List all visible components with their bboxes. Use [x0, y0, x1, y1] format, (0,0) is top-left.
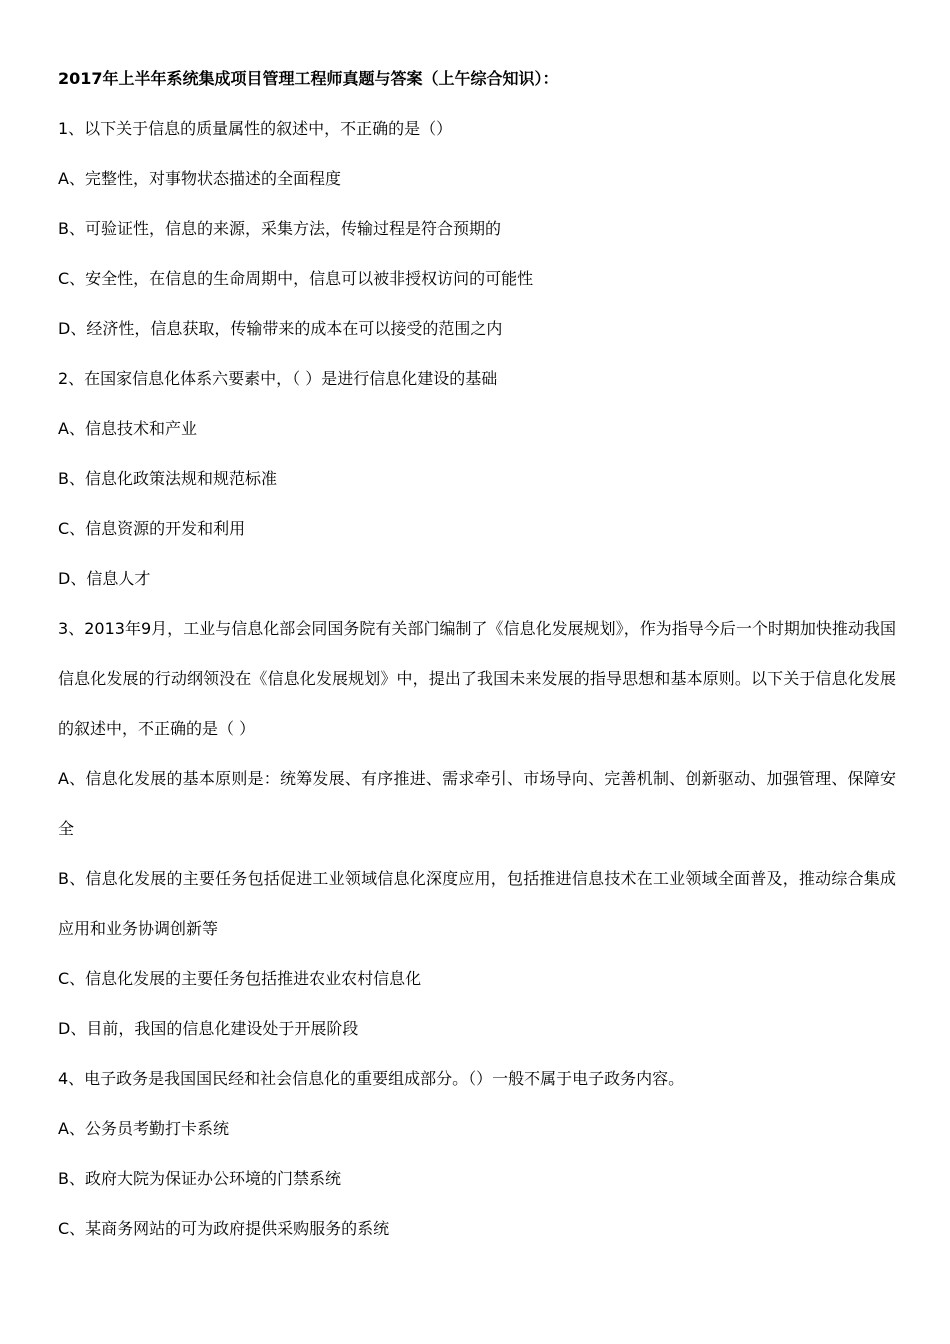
q3-option-d: D、目前，我国的信息化建设处于开展阶段 — [58, 1019, 359, 1038]
q2-option-a: A、信息技术和产业 — [58, 419, 197, 438]
q1-option-b: B、可验证性，信息的来源，采集方法，传输过程是符合预期的 — [58, 219, 501, 238]
q2-option-d: D、信息人才 — [58, 569, 151, 588]
q3-option-a: A、信息化发展的基本原则是：统筹发展、有序推进、需求牵引、市场导向、完善机制、创新驱动、加强管理、保障安全 — [58, 769, 896, 838]
q1-option-c: C、安全性，在信息的生命周期中，信息可以被非授权访问的可能性 — [58, 269, 534, 288]
q2-option-c: C、信息资源的开发和利用 — [58, 519, 246, 538]
q4-option-a: A、公务员考勤打卡系统 — [58, 1119, 229, 1138]
q3-stem: 3、2013年9月，工业与信息化部会同国务院有关部门编制了《信息化发展规划》，作为指导今后一个时期加快推动我国信息化发展的行动纲领没在《信息化发展规划》中，提出了我国未来发展的指导思想和基本原则。以下关于信息化发展的叙述中，不正确的是（ ） — [58, 619, 896, 738]
q3-option-b: B、信息化发展的主要任务包括促进工业领域信息化深度应用，包括推进信息技术在工业领域全面普及，推动综合集成应用和业务协调创新等 — [58, 869, 896, 938]
document-title: 2017年上半年系统集成项目管理工程师真题与答案（上午综合知识）： — [58, 69, 559, 88]
q2-option-b: B、信息化政策法规和规范标准 — [58, 469, 277, 488]
q4-option-b: B、政府大院为保证办公环境的门禁系统 — [58, 1169, 341, 1188]
q2-stem: 2、在国家信息化体系六要素中，（ ）是进行信息化建设的基础 — [58, 369, 498, 388]
q4-option-c: C、某商务网站的可为政府提供采购服务的系统 — [58, 1219, 390, 1238]
q4-stem: 4、电子政务是我国国民经和社会信息化的重要组成部分。（）一般不属于电子政务内容。 — [58, 1069, 685, 1088]
q1-stem: 1、以下关于信息的质量属性的叙述中，不正确的是（） — [58, 119, 453, 138]
q3-option-c: C、信息化发展的主要任务包括推进农业农村信息化 — [58, 969, 422, 988]
q1-option-d: D、经济性，信息获取，传输带来的成本在可以接受的范围之内 — [58, 319, 503, 338]
q1-option-a: A、完整性，对事物状态描述的全面程度 — [58, 169, 341, 188]
